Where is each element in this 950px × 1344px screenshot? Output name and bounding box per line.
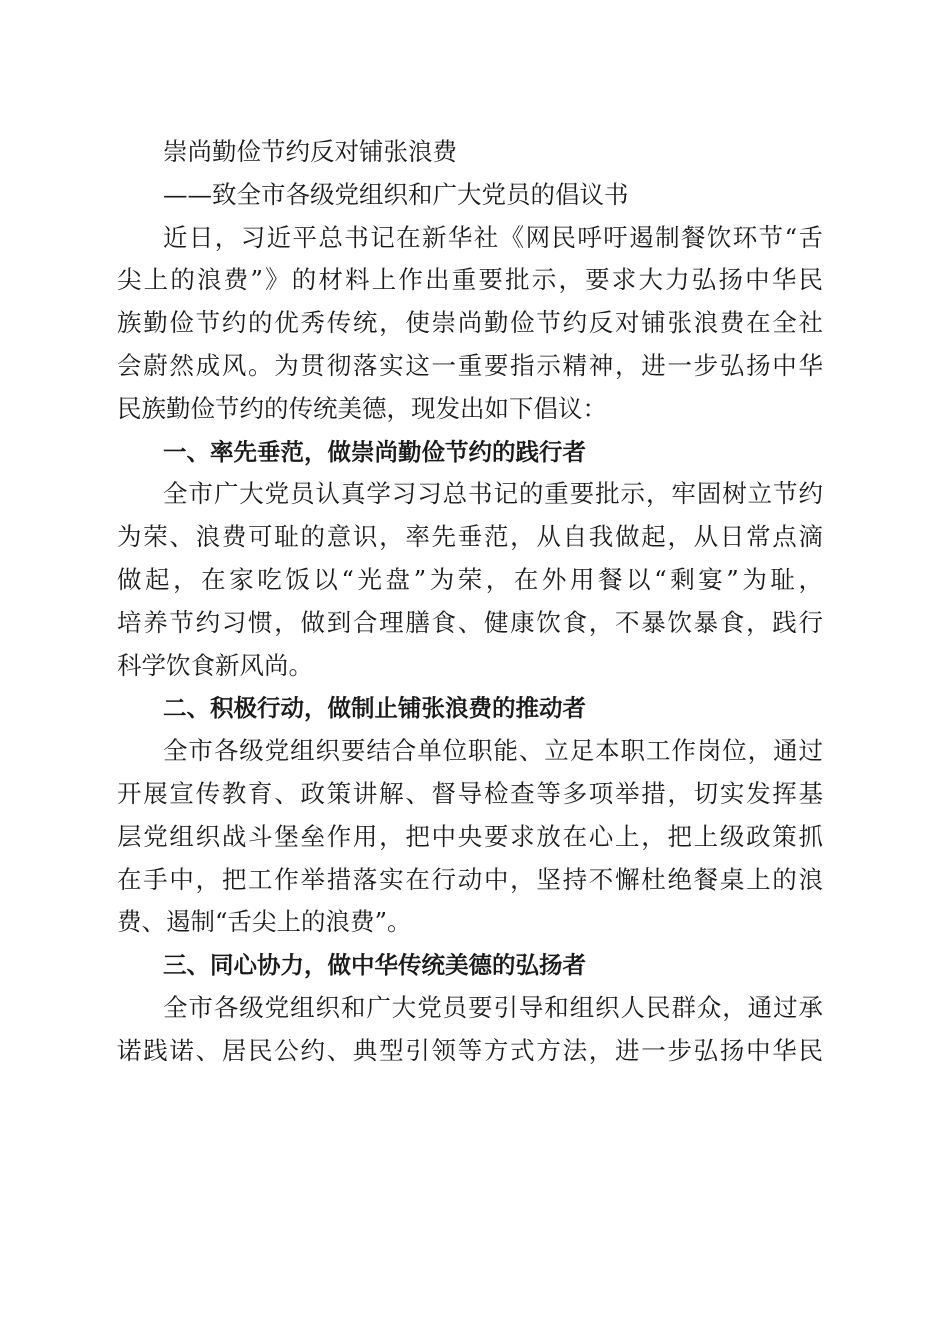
paragraph-line: 尖上的浪费”》的材料上作出重要批示，要求大力弘扬中华民 [117, 265, 823, 295]
paragraph-line: 在手中，把工作举措落实在行动中，坚持不懈杜绝餐桌上的浪 [117, 864, 823, 894]
paragraph-line: 为荣、浪费可耻的意识，率先垂范，从自我做起，从日常点滴 [117, 522, 823, 552]
paragraph-line: 全市广大党员认真学习习总书记的重要批示，牢固树立节约 [163, 479, 823, 509]
paragraph-line: 层党组织战斗堡垒作用，把中央要求放在心上，把上级政策抓 [117, 821, 823, 851]
paragraph-line: 近日，习近平总书记在新华社《网民呼吁遏制餐饮环节“舌 [163, 222, 823, 252]
intro-paragraph [117, 217, 823, 431]
paragraph-line: 全市各级党组织要结合单位职能、立足本职工作岗位，通过 [163, 736, 823, 766]
paragraph-line: 全市各级党组织和广大党员要引导和组织人民群众，通过承 [163, 992, 823, 1022]
paragraph-line: 民族勤俭节约的传统美德，现发出如下倡议： [117, 393, 607, 423]
section-heading-2: 二、积极行动，做制止铺张浪费的推动者 [163, 694, 586, 723]
section-paragraph-3 [117, 987, 823, 1073]
document-title: 崇尚勤俭节约反对铺张浪费 [163, 137, 457, 166]
paragraph-line: 会蔚然成风。为贯彻落实这一重要指示精神，进一步弘扬中华 [117, 350, 823, 380]
paragraph-line: 诺践诺、居民公约、典型引领等方式方法，进一步弘扬中华民 [117, 1035, 823, 1065]
section-heading-1: 一、率先垂范，做崇尚勤俭节约的践行者 [163, 437, 586, 466]
section-paragraph-1 [117, 473, 823, 687]
section-paragraph-2 [117, 730, 823, 944]
paragraph-line: 科学饮食新风尚。 [117, 650, 313, 680]
section-heading-3: 三、同心协力，做中华传统美德的弘扬者 [163, 951, 586, 980]
document-page [117, 131, 823, 1073]
paragraph-line: 族勤俭节约的优秀传统，使崇尚勤俭节约反对铺张浪费在全社 [117, 308, 823, 338]
paragraph-line: 培养节约习惯，做到合理膳食、健康饮食，不暴饮暴食，践行 [117, 607, 823, 637]
paragraph-line: 做起，在家吃饭以“光盘”为荣，在外用餐以“剩宴”为耻， [117, 564, 823, 594]
paragraph-line: 费、遏制“舌尖上的浪费”。 [117, 907, 412, 937]
paragraph-line: 开展宣传教育、政策讲解、督导检查等多项举措，切实发挥基 [117, 778, 823, 808]
document-subtitle: ——致全市各级党组织和广大党员的倡议书 [163, 179, 629, 209]
